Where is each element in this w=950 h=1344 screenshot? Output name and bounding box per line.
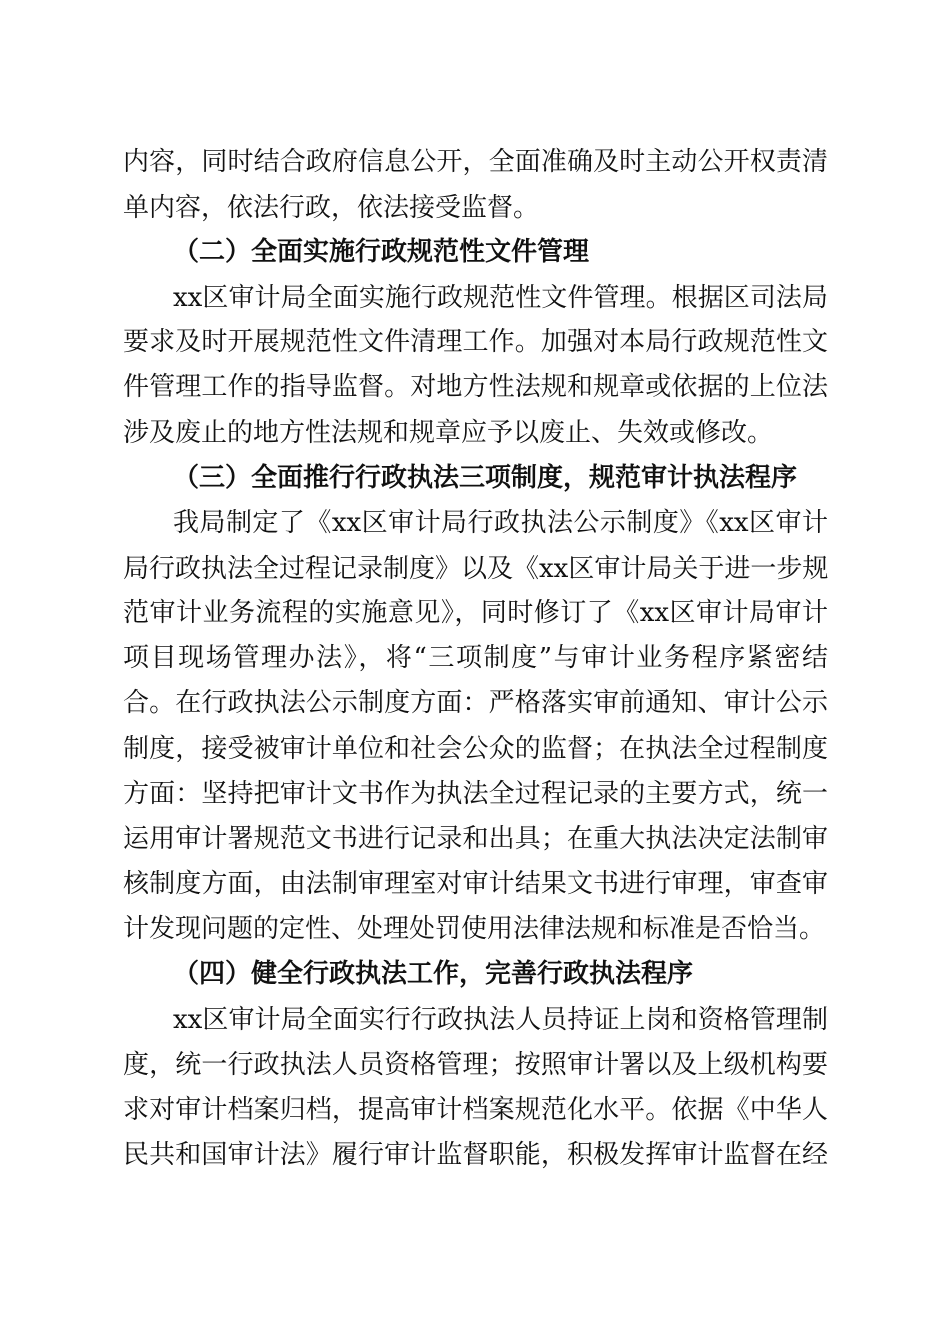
section-heading-2: （二）全面实施行政规范性文件管理 (173, 237, 590, 267)
paragraph-line: 方面：坚持把审计文书作为执法全过程记录的主要方式，统一 (123, 779, 828, 809)
paragraph-line: 内容，同时结合政府信息公开，全面准确及时主动公开权责清 (123, 147, 828, 177)
paragraph-line: 局行政执法全过程记录制度》以及《xx区审计局关于进一步规 (123, 554, 828, 584)
paragraph-line: 合。在行政执法公示制度方面：严格落实审前通知、审计公示 (123, 688, 828, 718)
paragraph-line: 我局制定了《xx区审计局行政执法公示制度》《xx区审计 (173, 508, 828, 538)
paragraph-line: 单内容，依法行政，依法接受监督。 (123, 193, 540, 223)
paragraph-line: 民共和国审计法》履行审计监督职能，积极发挥审计监督在经 (123, 1140, 828, 1170)
paragraph-line: 求对审计档案归档，提高审计档案规范化水平。依据《中华人 (123, 1095, 828, 1125)
paragraph-line: 制度，接受被审计单位和社会公众的监督；在执法全过程制度 (123, 734, 828, 764)
paragraph-line: 项目现场管理办法》，将“三项制度”与审计业务程序紧密结 (123, 643, 828, 673)
paragraph-line: xx区审计局全面实施行政规范性文件管理。根据区司法局 (173, 283, 828, 313)
paragraph-line: 计发现问题的定性、处理处罚使用法律法规和标准是否恰当。 (123, 914, 826, 944)
paragraph-line: 涉及废止的地方性法规和规章应予以废止、失效或修改。 (123, 418, 774, 448)
paragraph-line: 件管理工作的指导监督。对地方性法规和规章或依据的上位法 (123, 372, 828, 402)
paragraph-line: 度，统一行政执法人员资格管理；按照审计署以及上级机构要 (123, 1050, 828, 1080)
paragraph-line: xx区审计局全面实行行政执法人员持证上岗和资格管理制 (173, 1005, 828, 1035)
section-heading-3: （三）全面推行行政执法三项制度，规范审计执法程序 (173, 463, 798, 493)
paragraph-line: 要求及时开展规范性文件清理工作。加强对本局行政规范性文 (123, 327, 828, 357)
paragraph-line: 核制度方面，由法制审理室对审计结果文书进行审理，审查审 (123, 869, 828, 899)
section-heading-4: （四）健全行政执法工作，完善行政执法程序 (173, 959, 694, 989)
paragraph-line: 范审计业务流程的实施意见》，同时修订了《xx区审计局审计 (123, 598, 828, 628)
paragraph-line: 运用审计署规范文书进行记录和出具；在重大执法决定法制审 (123, 824, 828, 854)
